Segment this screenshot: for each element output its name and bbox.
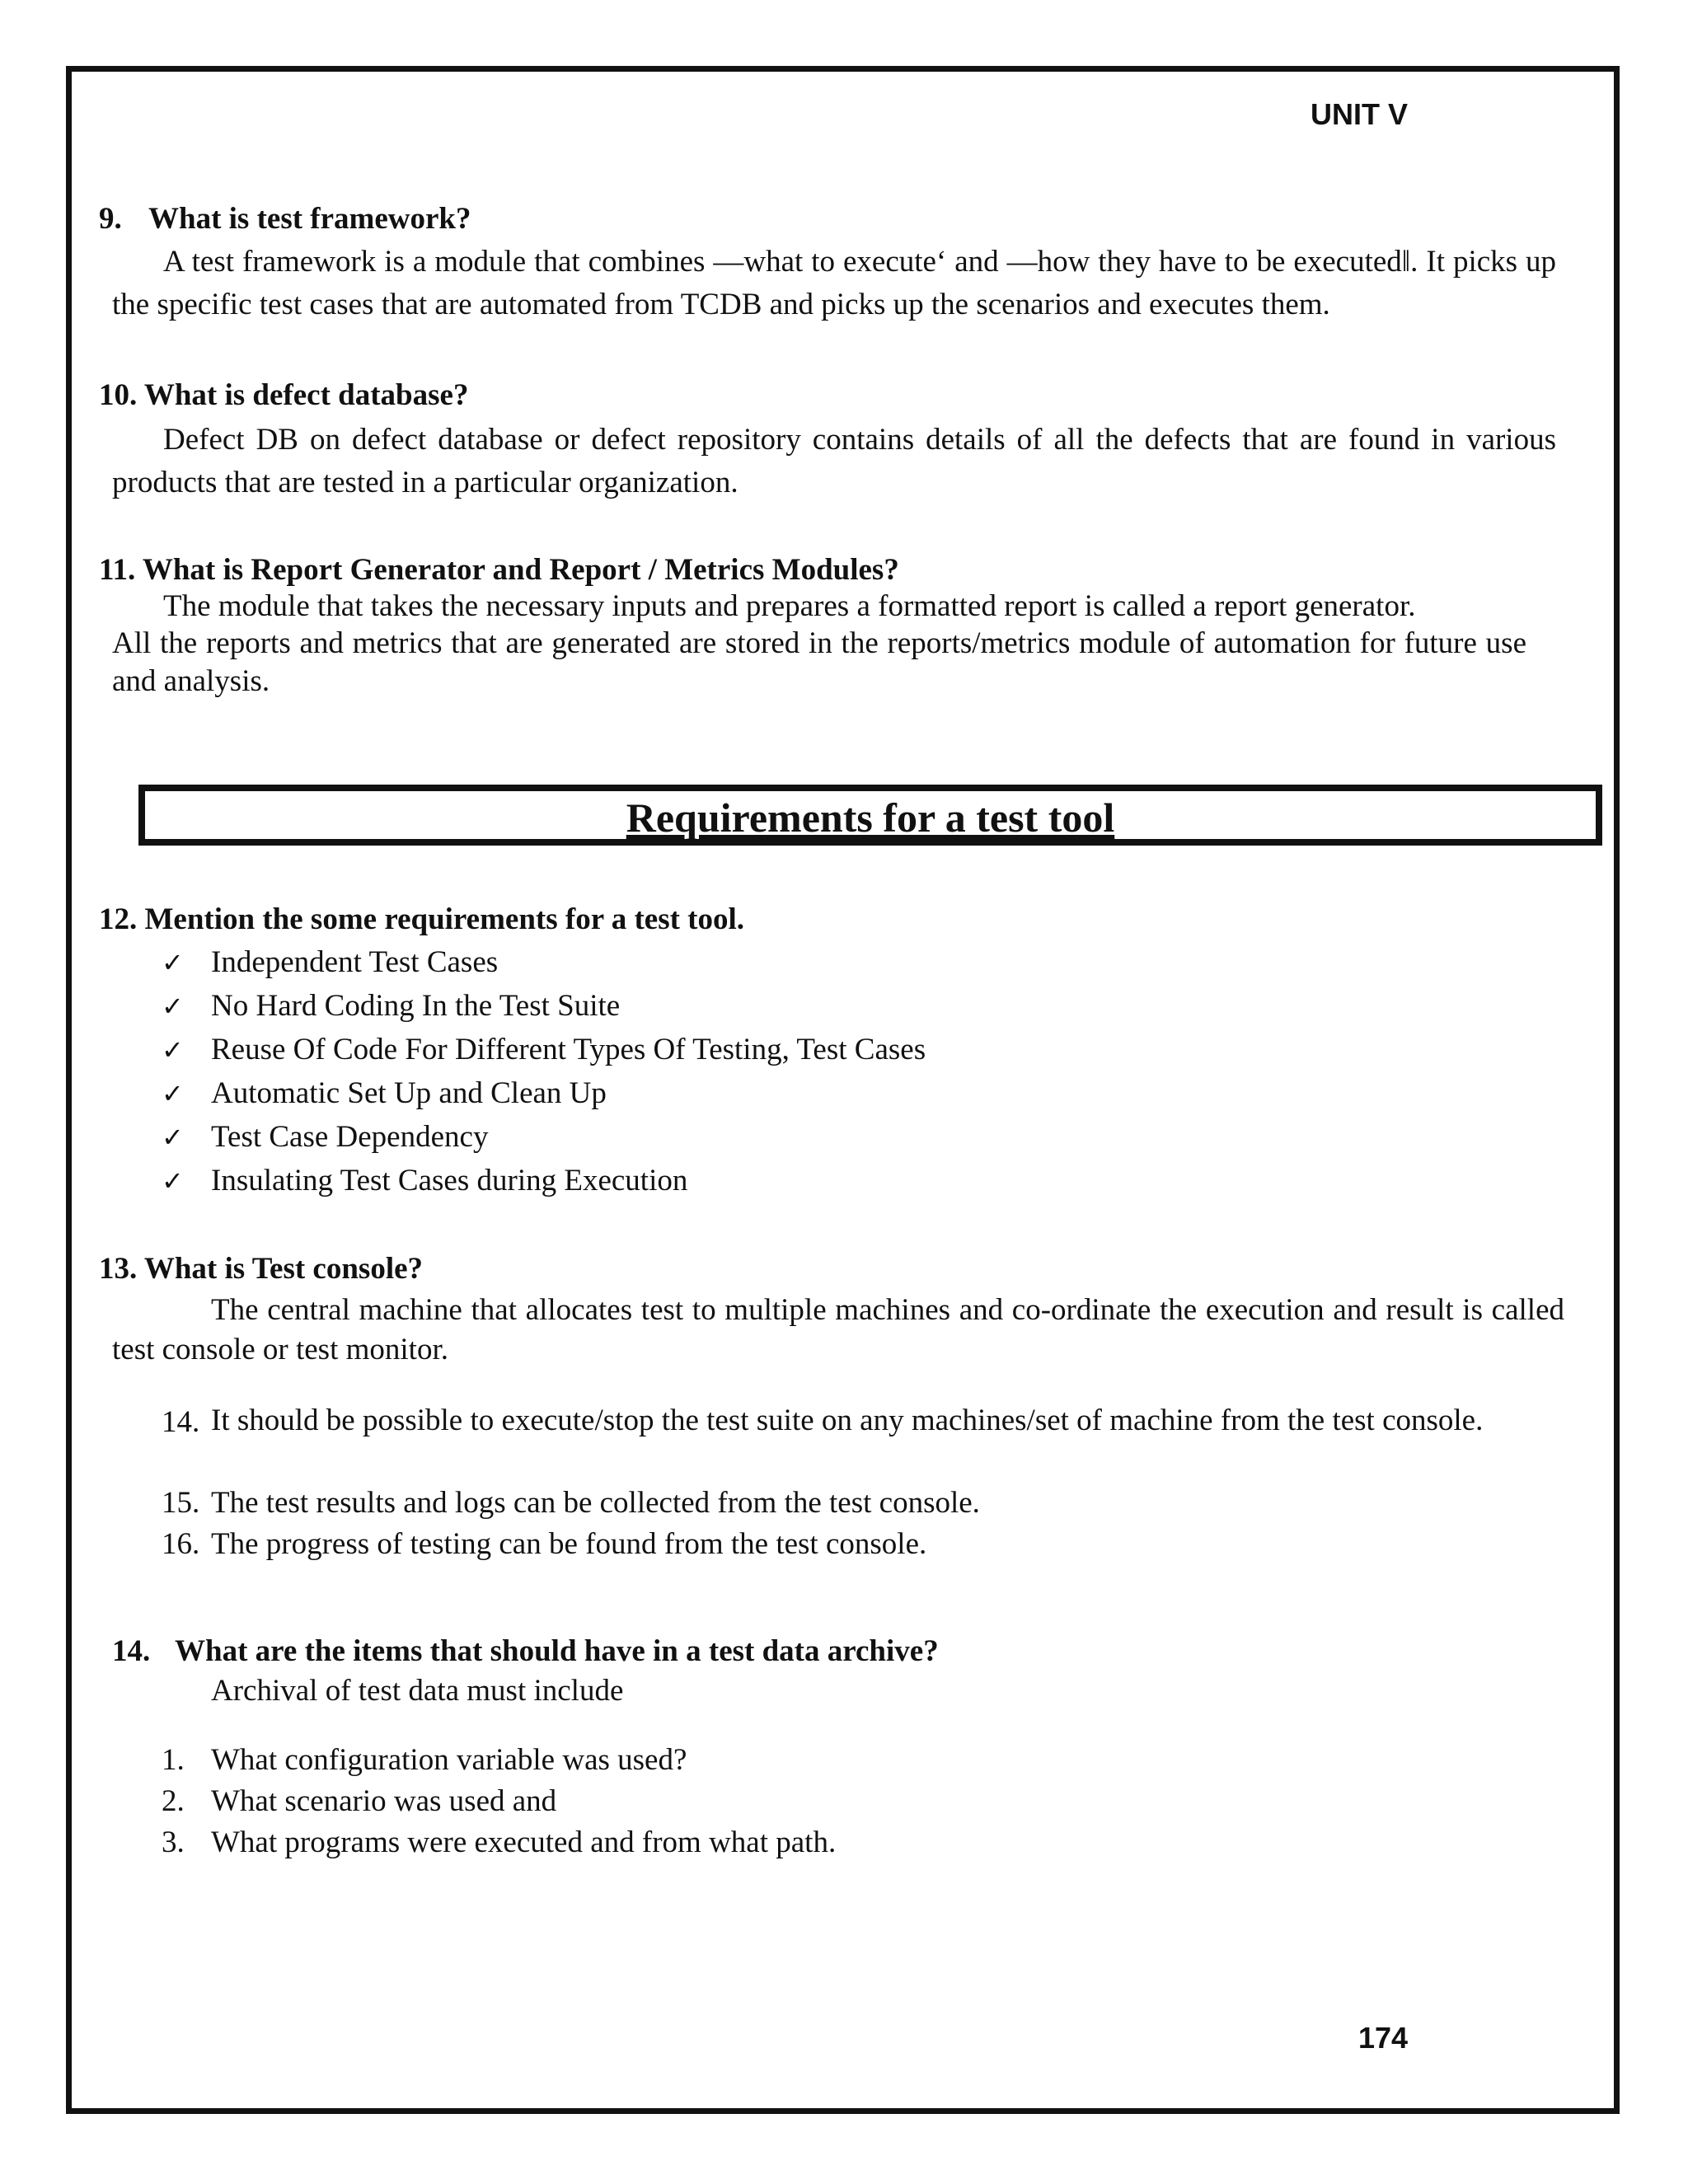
question-text: What is Test console? <box>143 1252 424 1286</box>
question-text: What is test framework? <box>148 202 471 236</box>
page-number: 174 <box>1358 2021 1409 2055</box>
list-item: 14. It should be possible to execute/stop the test suite on any machines/set of machine from the test console. <box>162 1404 1484 1439</box>
list-item: ✓ Reuse Of Code For Different Types Of Testing, Test Cases <box>162 1033 926 1066</box>
question-text: What is Report Generator and Report / Metrics Modules? <box>142 553 899 587</box>
list-item: ✓ No Hard Coding In the Test Suite <box>162 989 621 1023</box>
checkmark-icon: ✓ <box>162 991 184 1022</box>
question-number: 12. <box>99 902 138 936</box>
list-item: ✓ Test Case Dependency <box>162 1120 489 1154</box>
unit-header: UNIT V <box>1311 97 1409 131</box>
section-title: Requirements for a test tool <box>626 794 1115 841</box>
list-item: 16. The progress of testing can be found from the test console. <box>162 1527 927 1561</box>
answer-13: The central machine that allocates test to multiple machines and co-ordinate the execution and result is called test console or test monitor. <box>112 1293 1564 1366</box>
checkmark-icon: ✓ <box>162 947 184 978</box>
list-item: ✓ Independent Test Cases <box>162 945 499 979</box>
answer-10: Defect DB on defect database or defect repository contains details of all the defects that are found in various products that are tested in a particular organization. <box>112 423 1556 499</box>
list-item: 1. What configuration variable was used? <box>162 1743 687 1777</box>
question-number: 13. <box>99 1252 138 1286</box>
list-item: ✓ Automatic Set Up and Clean Up <box>162 1076 607 1110</box>
checkmark-icon: ✓ <box>162 1034 184 1066</box>
question-number: 11. <box>99 553 136 587</box>
question-10 <box>99 377 468 413</box>
checkmark-icon: ✓ <box>162 1078 184 1109</box>
question-9 <box>99 201 471 237</box>
question-13 <box>99 1251 423 1286</box>
answer-14-intro: Archival of test data must include <box>211 1674 624 1708</box>
question-14 <box>112 1633 939 1669</box>
question-12 <box>99 902 744 937</box>
checkmark-icon: ✓ <box>162 1122 184 1153</box>
question-number: 14. <box>112 1634 151 1668</box>
answer-9: A test framework is a module that combines ―what to execute‘ and ―how they have to be executed‖. It picks up the specific test cases that are automated from TCDB and picks up the scenarios and executes them. <box>112 245 1556 321</box>
question-text: What are the items that should have in a test data archive? <box>175 1634 939 1668</box>
question-number: 10. <box>99 378 138 412</box>
list-item: 15. The test results and logs can be collected from the test console. <box>162 1486 980 1520</box>
section-header-box <box>138 785 1602 846</box>
list-item: 2. What scenario was used and <box>162 1784 557 1818</box>
question-11 <box>99 552 899 588</box>
question-text: What is defect database? <box>143 378 469 412</box>
answer-11-rest: All the reports and metrics that are generated are stored in the reports/metrics module of automation for future use and analysis. <box>112 626 1526 698</box>
question-text: Mention the some requirements for a test tool. <box>144 902 745 936</box>
list-item: 3. What programs were executed and from what path. <box>162 1825 837 1859</box>
checkmark-icon: ✓ <box>162 1165 184 1197</box>
answer-11-line1: The module that takes the necessary inputs and prepares a formatted report is called a report generator. <box>163 589 1416 623</box>
list-item: ✓ Insulating Test Cases during Execution <box>162 1164 688 1197</box>
question-number: 9. <box>99 202 122 236</box>
